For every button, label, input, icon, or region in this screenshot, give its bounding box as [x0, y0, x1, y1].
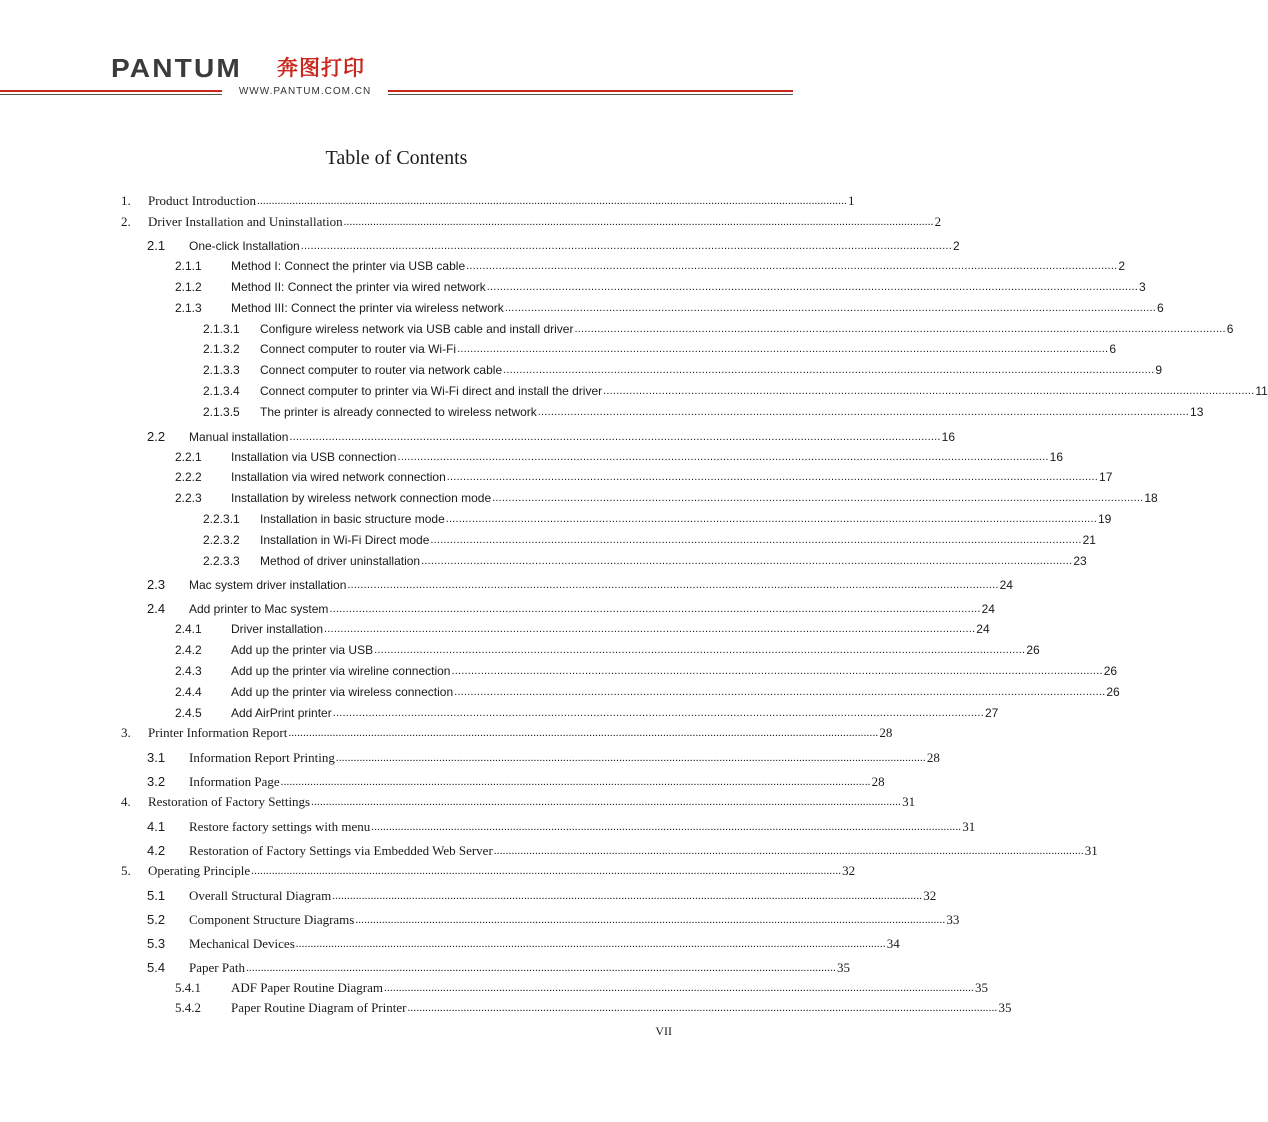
toc-entry[interactable] [203, 342, 1116, 356]
toc-dot-leader: ........................................................................................................................................................................................................ [451, 665, 1103, 677]
toc-entry-page: 33 [946, 912, 960, 927]
toc-dot-leader: ........................................................................................................................................................................................................ [603, 385, 1255, 397]
toc-entry[interactable] [203, 554, 1087, 568]
toc-entry-number: 2. [121, 214, 131, 229]
toc-dot-leader: ........................................................................................................................................................................................................ [332, 707, 984, 719]
toc-entry-page: 13 [1190, 405, 1204, 419]
toc-entry-number: 2.1.1 [175, 259, 202, 273]
toc-entry-page: 34 [886, 936, 900, 951]
toc-entry-number: 4. [121, 794, 131, 809]
toc-entry-number: 3.2 [147, 774, 166, 789]
toc-entry-number: 2.4.1 [175, 622, 202, 636]
toc-dot-leader: ........................................................................................................................................................................................................ [421, 555, 1073, 567]
toc-entry[interactable] [147, 888, 937, 903]
toc-entry[interactable] [121, 214, 942, 229]
toc-entry[interactable] [147, 960, 850, 975]
toc-entry-number: 2.2.3.3 [203, 554, 240, 568]
toc-entry-number: 5.4.1 [175, 980, 201, 995]
toc-dot-leader: ........................................................................................................................................................................................................ [295, 938, 886, 950]
toc-entry[interactable] [175, 280, 1146, 294]
toc-entry-label: Connect computer to router via Wi-Fi [260, 342, 457, 356]
toc-entry[interactable] [203, 363, 1163, 377]
toc-entry[interactable] [147, 601, 995, 616]
toc-entry-number: 5.3 [147, 936, 166, 951]
toc-entry-page: 35 [975, 980, 989, 995]
toc-entry-label: Method II: Connect the printer via wired network [231, 280, 486, 294]
toc-entry-label: Installation in Wi-Fi Direct mode [260, 533, 430, 547]
toc-entry-number: 2.1.3.3 [203, 363, 240, 377]
toc-entry-number: 1. [121, 193, 131, 208]
toc-entry[interactable] [175, 450, 1064, 464]
toc-dot-leader: ........................................................................................................................................................................................................ [446, 471, 1099, 483]
toc-entry-page: 28 [879, 725, 893, 740]
toc-dot-leader: ........................................................................................................................................................................................................ [374, 644, 1026, 656]
toc-entry[interactable] [147, 819, 976, 834]
page-header [0, 0, 793, 100]
toc-entry-label: ADF Paper Routine Diagram [231, 980, 384, 995]
header-rule-right [388, 90, 793, 92]
toc-entry-page: 31 [1084, 843, 1098, 858]
toc-dot-leader: ........................................................................................................................................................................................................ [329, 603, 981, 615]
toc-entry[interactable] [147, 750, 940, 765]
toc-entry[interactable] [147, 774, 885, 789]
toc-dot-leader: ........................................................................................................................................................................................................ [445, 513, 1097, 525]
toc-entry-page: 26 [1026, 643, 1040, 657]
toc-entry-page: 6 [1226, 322, 1234, 336]
toc-entry[interactable] [203, 533, 1096, 547]
toc-entry[interactable] [147, 577, 1013, 592]
toc-entry-number: 2.1.3 [175, 301, 202, 315]
toc-entry[interactable] [147, 429, 955, 444]
toc-entry-page: 2 [1118, 259, 1126, 273]
toc-entry-page: 24 [999, 578, 1013, 592]
toc-entry-number: 2.2.2 [175, 470, 202, 484]
toc-entry-label: One-click Installation [189, 239, 300, 253]
toc-entry-label: Paper Path [189, 960, 245, 975]
toc-entry-page: 6 [1109, 342, 1116, 356]
toc-entry-number: 5.1 [147, 888, 166, 903]
toc-dot-leader: ........................................................................................................................................................................................................ [324, 623, 976, 635]
toc-entry-label: Manual installation [189, 430, 289, 444]
toc-entry-label: Overall Structural Diagram [189, 888, 332, 903]
toc-entry-page: 16 [941, 430, 955, 444]
toc-dot-leader: ........................................................................................................................................................................................................ [280, 776, 871, 788]
toc-entry-number: 2.4.2 [175, 643, 202, 657]
toc-entry-page: 26 [1103, 664, 1118, 678]
toc-entry-page: 2 [934, 214, 942, 229]
toc-dot-leader: ........................................................................................................................................................................................................ [347, 579, 999, 591]
toc-entry-page: 24 [981, 602, 995, 616]
header-rule-right-thin [388, 94, 793, 95]
toc-entry-number: 2.1.3.4 [203, 384, 240, 398]
toc-dot-leader: ........................................................................................................................................................................................................ [335, 752, 926, 764]
toc-dot-leader: ........................................................................................................................................................................................................ [537, 406, 1190, 418]
toc-entry-label: Add AirPrint printer [231, 706, 332, 720]
website-url: WWW.PANTUM.COM.CN [238, 86, 372, 97]
toc-entry-number: 2.4.3 [175, 664, 202, 678]
toc-entry-number: 2.4 [147, 601, 166, 616]
toc-dot-leader: ........................................................................................................................................................................................................ [492, 492, 1144, 504]
toc-entry-page: 3 [1139, 280, 1146, 294]
toc-dot-leader: ........................................................................................................................................................................................................ [256, 195, 847, 207]
toc-entry[interactable] [203, 405, 1204, 419]
toc-entry-page: 32 [923, 888, 937, 903]
toc-entry-label: The printer is already connected to wireless network [260, 405, 537, 419]
toc-entry[interactable] [147, 912, 960, 927]
toc-entry-label: Installation in basic structure mode [260, 512, 445, 526]
toc-entry[interactable] [175, 1000, 1012, 1015]
pantum-logo-chinese: 奔图打印 [277, 56, 365, 80]
toc-dot-leader: ........................................................................................................................................................................................................ [457, 343, 1109, 355]
toc-dot-leader: ........................................................................................................................................................................................................ [430, 534, 1082, 546]
toc-entry-label: Restore factory settings with menu [189, 819, 371, 834]
toc-entry-page: 18 [1144, 491, 1158, 505]
toc-entry[interactable] [175, 301, 1164, 315]
toc-dot-leader: ........................................................................................................................................................................................................ [504, 302, 1157, 314]
toc-dot-leader: ........................................................................................................................................................................................................ [251, 865, 842, 877]
toc-dot-leader: ........................................................................................................................................................................................................ [454, 686, 1106, 698]
toc-entry-page: 23 [1073, 554, 1087, 568]
toc-entry-number: 2.1.2 [175, 280, 202, 294]
toc-dot-leader: ........................................................................................................................................................................................................ [466, 260, 1118, 272]
header-rule-left [0, 90, 222, 92]
toc-entry-label: Add up the printer via wireless connection [231, 685, 454, 699]
toc-entry-label: Product Introduction [148, 193, 256, 208]
toc-entry-page: 28 [926, 750, 940, 765]
page-number: VII [655, 1024, 672, 1038]
toc-entry-label: Method of driver uninstallation [260, 554, 421, 568]
toc-entry-number: 5.2 [147, 912, 166, 927]
toc-entry-page: 16 [1049, 450, 1064, 464]
toc-entry-number: 2.2.3.2 [203, 533, 240, 547]
toc-entry-page: 31 [962, 819, 976, 834]
toc-entry-label: Installation via wired network connection [231, 470, 446, 484]
toc-entry-label: Component Structure Diagrams [189, 912, 355, 927]
toc-entry-page: 26 [1106, 685, 1120, 699]
toc-entry[interactable] [203, 384, 1268, 398]
toc-entry-label: Information Report Printing [189, 750, 335, 765]
page-title: Table of Contents [325, 147, 468, 169]
toc-entry-label: Paper Routine Diagram of Printer [231, 1000, 407, 1015]
toc-entry-page: 35 [836, 960, 850, 975]
header-rule-left-thin [0, 94, 222, 95]
toc-entry-number: 2.1.3.5 [203, 405, 240, 419]
toc-entry-number: 3. [121, 725, 131, 740]
toc-entry-number: 5.4 [147, 960, 166, 975]
toc-entry-number: 2.4.5 [175, 706, 202, 720]
toc-entry-label: Connect computer to printer via Wi-Fi direct and install the driver [260, 384, 603, 398]
toc-entry-page: 27 [984, 706, 999, 720]
toc-entry-label: Operating Principle [148, 863, 251, 878]
toc-entry-label: Restoration of Factory Settings via Embedded Web Server [189, 843, 493, 858]
toc-dot-leader: ........................................................................................................................................................................................................ [355, 914, 946, 926]
toc-entry-page: 11 [1255, 384, 1268, 398]
toc-dot-leader: ........................................................................................................................................................................................................ [574, 323, 1226, 335]
toc-entry[interactable] [147, 238, 960, 253]
toc-dot-leader: ........................................................................................................................................................................................................ [311, 796, 902, 808]
toc-entry-number: 3.1 [147, 750, 166, 765]
toc-entry-page: 35 [998, 1000, 1012, 1015]
toc-entry[interactable] [203, 322, 1234, 336]
toc-entry-label: Method I: Connect the printer via USB cable [231, 259, 466, 273]
toc-entry[interactable] [175, 706, 999, 720]
toc-dot-leader: ........................................................................................................................................................................................................ [486, 281, 1139, 293]
toc-dot-leader: ........................................................................................................................................................................................................ [332, 890, 923, 902]
toc-entry-number: 2.1 [147, 238, 166, 253]
toc-entry-number: 2.4.4 [175, 685, 202, 699]
toc-dot-leader: ........................................................................................................................................................................................................ [245, 962, 836, 974]
toc-entry[interactable] [175, 491, 1158, 505]
toc-entry-label: Driver installation [231, 622, 324, 636]
toc-dot-leader: ........................................................................................................................................................................................................ [384, 982, 975, 994]
toc-entry-label: Driver Installation and Uninstallation [148, 214, 343, 229]
toc-entry-page: 21 [1082, 533, 1096, 547]
toc-entry[interactable] [175, 622, 990, 636]
toc-entry-label: Configure wireless network via USB cable and install driver [260, 322, 574, 336]
toc-entry[interactable] [121, 725, 893, 740]
toc-entry[interactable] [175, 685, 1120, 699]
toc-dot-leader: ........................................................................................................................................................................................................ [493, 845, 1084, 857]
toc-dot-leader: ........................................................................................................................................................................................................ [397, 451, 1049, 463]
toc-entry[interactable] [175, 643, 1040, 657]
toc-entry-label: Mechanical Devices [189, 936, 295, 951]
toc-entry-number: 2.1.3.1 [203, 322, 240, 336]
toc-entry-number: 2.2.3 [175, 491, 202, 505]
toc-entry[interactable] [175, 470, 1113, 484]
toc-entry-label: Mac system driver installation [189, 578, 347, 592]
toc-dot-leader: ........................................................................................................................................................................................................ [503, 364, 1155, 376]
toc-entry-label: Installation via USB connection [231, 450, 397, 464]
toc-entry[interactable] [121, 193, 855, 208]
toc-entry-number: 4.1 [147, 819, 166, 834]
toc-entry[interactable] [175, 980, 989, 995]
toc-entry-number: 2.2.3.1 [203, 512, 240, 526]
toc-dot-leader: ........................................................................................................................................................................................................ [288, 727, 879, 739]
toc-entry[interactable] [147, 936, 900, 951]
toc-entry-label: Method III: Connect the printer via wireless network [231, 301, 504, 315]
pantum-logo: PANTUM [111, 53, 242, 83]
toc-entry-number: 5.4.2 [175, 1000, 201, 1015]
toc-entry-label: Installation by wireless network connection mode [231, 491, 492, 505]
toc-entry[interactable] [203, 512, 1112, 526]
toc-entry-page: 9 [1155, 363, 1163, 377]
toc-entry-page: 6 [1157, 301, 1164, 315]
toc-entry[interactable] [175, 664, 1118, 678]
toc-dot-leader: ........................................................................................................................................................................................................ [289, 431, 941, 443]
toc-entry-page: 2 [952, 239, 960, 253]
toc-entry-page: 32 [842, 863, 856, 878]
toc-entry-page: 28 [871, 774, 885, 789]
toc-entry[interactable] [121, 794, 916, 809]
toc-entry-label: Add printer to Mac system [189, 602, 329, 616]
toc-entry[interactable] [121, 863, 856, 878]
toc-entry-page: 17 [1099, 470, 1113, 484]
toc-dot-leader: ........................................................................................................................................................................................................ [371, 821, 962, 833]
toc-entry-number: 5. [121, 863, 131, 878]
toc-entry-page: 19 [1098, 512, 1112, 526]
toc-entry-number: 2.1.3.2 [203, 342, 240, 356]
toc-entry[interactable] [175, 259, 1126, 273]
toc-entry-label: Information Page [189, 774, 280, 789]
toc-entry-label: Restoration of Factory Settings [148, 794, 311, 809]
toc-entry[interactable] [147, 843, 1098, 858]
toc-entry-label: Add up the printer via USB [231, 643, 374, 657]
toc-entry-number: 2.2 [147, 429, 166, 444]
toc-entry-label: Printer Information Report [148, 725, 288, 740]
toc-entry-label: Connect computer to router via network cable [260, 363, 503, 377]
toc-entry-number: 2.3 [147, 577, 166, 592]
toc-dot-leader: ........................................................................................................................................................................................................ [407, 1002, 998, 1014]
toc-entry-label: Add up the printer via wireline connection [231, 664, 451, 678]
toc-dot-leader: ........................................................................................................................................................................................................ [300, 240, 952, 252]
toc-entry-number: 2.2.1 [175, 450, 202, 464]
toc-entry-page: 24 [976, 622, 990, 636]
toc-entry-number: 4.2 [147, 843, 166, 858]
toc-entry-page: 31 [902, 794, 916, 809]
toc-entry-page: 1 [847, 193, 855, 208]
toc-dot-leader: ........................................................................................................................................................................................................ [343, 216, 934, 228]
